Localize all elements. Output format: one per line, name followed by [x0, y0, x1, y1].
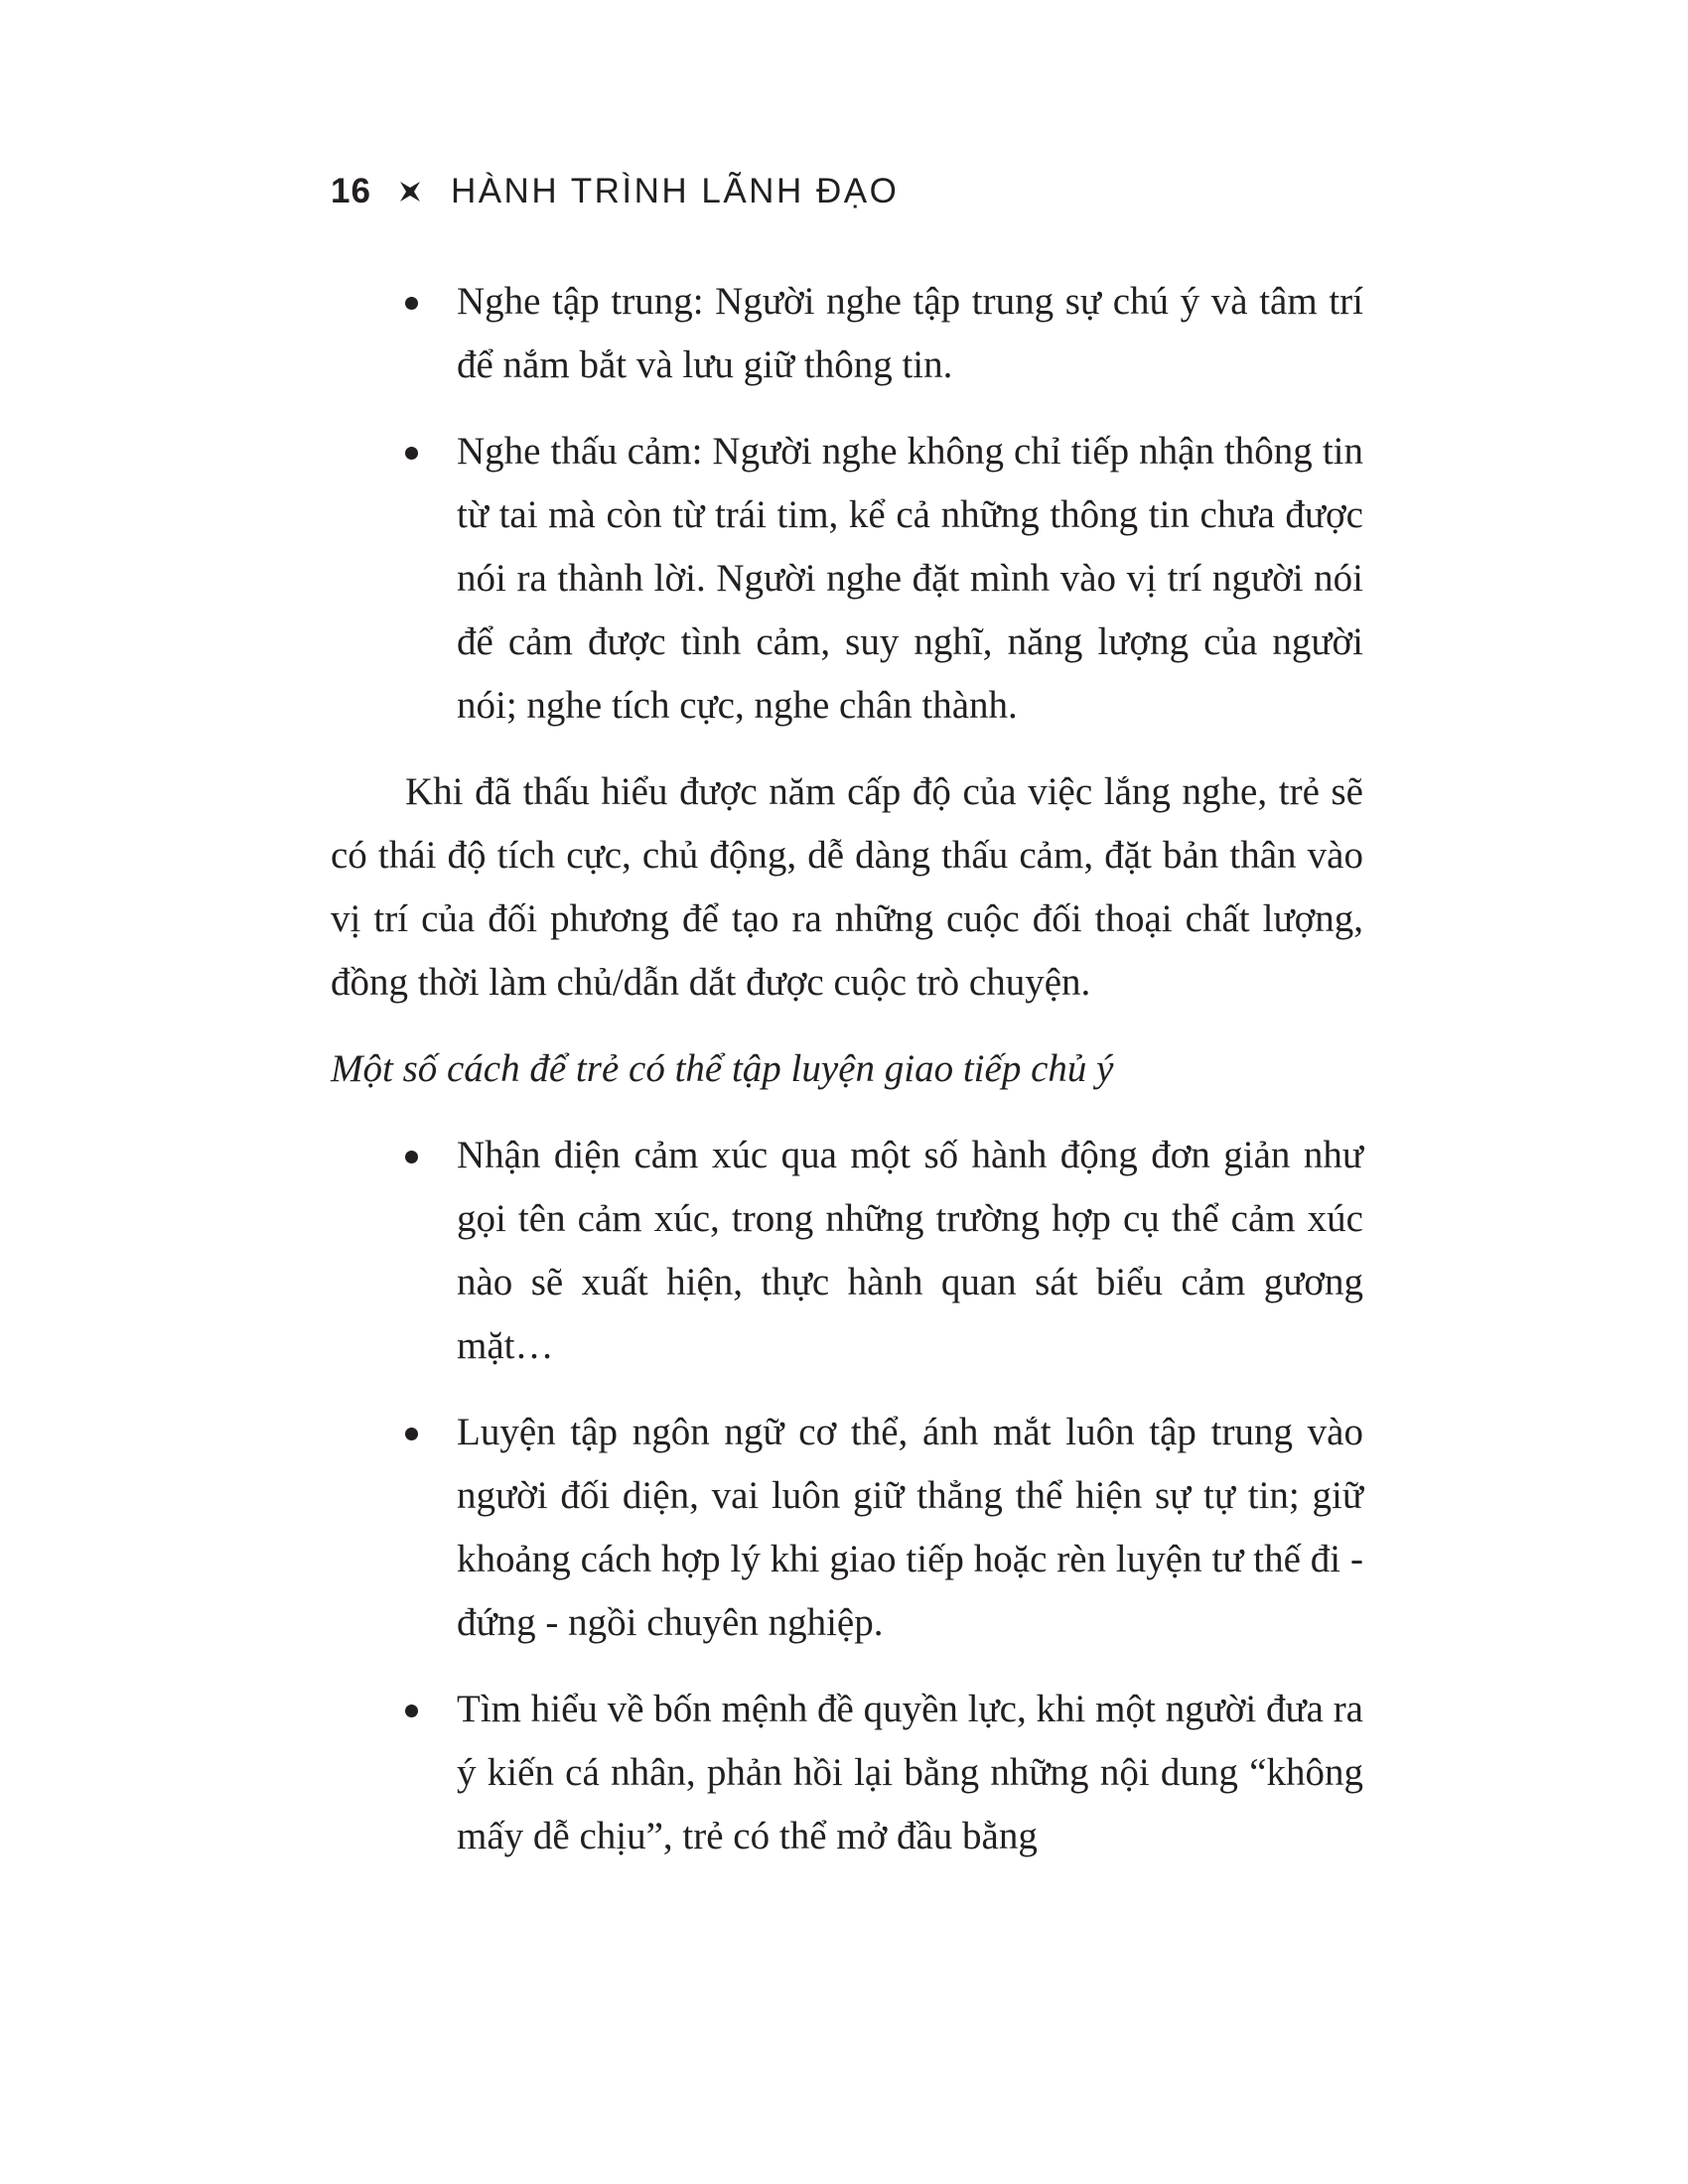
- four-point-star-icon: [399, 181, 421, 203]
- bullet-list-listening-levels: [331, 270, 1363, 738]
- list-item: [331, 1401, 1363, 1655]
- bullet-dot-icon: [405, 297, 418, 310]
- body-paragraph: Khi đã thấu hiểu được năm cấp độ của việc lắng nghe, trẻ sẽ có thái độ tích cực, chủ động, dễ dàng thấu cảm, đặt bản thân vào vị trí của đối phương để tạo ra những cuộc đối thoại chất lượng, đồng thời làm chủ/dẫn dắt được cuộc trò chuyện.: [331, 770, 1363, 1004]
- list-item: [331, 270, 1363, 397]
- section-subheading: Một số cách để trẻ có thể tập luyện giao tiếp chủ ý: [331, 1047, 1114, 1090]
- bullet-dot-icon: [405, 1705, 418, 1717]
- list-item: [331, 1678, 1363, 1868]
- page-number: 16: [331, 172, 371, 210]
- list-item: [331, 420, 1363, 738]
- bullet-dot-icon: [405, 447, 418, 460]
- page-body: [331, 270, 1363, 1891]
- list-item-text: Luyện tập ngôn ngữ cơ thể, ánh mắt luôn tập trung vào người đối diện, vai luôn giữ thẳng thể hiện sự tự tin; giữ khoảng cách hợp lý khi giao tiếp hoặc rèn luyện tư thế đi - đứng - ngồi chuyên nghiệp.: [457, 1411, 1363, 1644]
- list-item-text: Nghe tập trung: Người nghe tập trung sự chú ý và tâm trí để nắm bắt và lưu giữ thông tin.: [457, 280, 1363, 386]
- list-item: [331, 1124, 1363, 1378]
- list-item-text: Tìm hiểu về bốn mệnh đề quyền lực, khi một người đưa ra ý kiến cá nhân, phản hồi lại bằng những nội dung “không mấy dễ chịu”, trẻ có thể mở đầu bằng: [457, 1688, 1363, 1857]
- list-item-text: Nhận diện cảm xúc qua một số hành động đơn giản như gọi tên cảm xúc, trong những trường hợp cụ thể cảm xúc nào sẽ xuất hiện, thực hành quan sát biểu cảm gương mặt…: [457, 1134, 1363, 1367]
- running-title: HÀNH TRÌNH LÃNH ĐẠO: [450, 172, 900, 210]
- bullet-dot-icon: [405, 1428, 418, 1440]
- bullet-dot-icon: [405, 1151, 418, 1163]
- bullet-list-practice-methods: [331, 1124, 1363, 1868]
- list-item-text: Nghe thấu cảm: Người nghe không chỉ tiếp nhận thông tin từ tai mà còn từ trái tim, kể cả những thông tin chưa được nói ra thành lời. Người nghe đặt mình vào vị trí người nói để cảm được tình cảm, suy nghĩ, năng lượng của người nói; nghe tích cực, nghe chân thành.: [457, 430, 1363, 727]
- page-header: [331, 167, 899, 216]
